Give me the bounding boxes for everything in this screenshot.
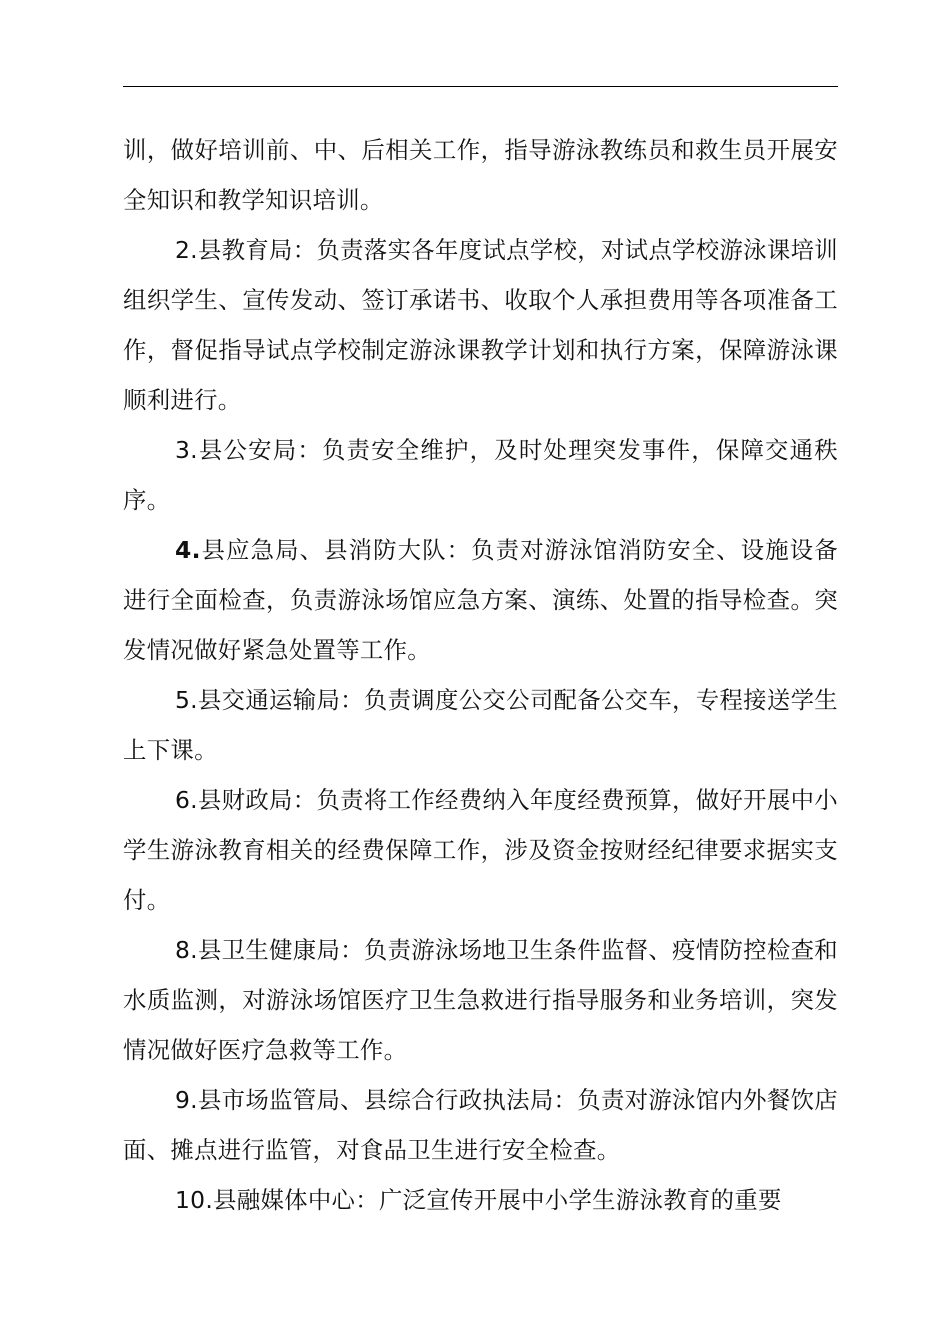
paragraph-text: 县财政局：负责将工作经费纳入年度经费预算，做好开展中小学生游泳教育相关的经费保障工作，涉及资金按财经纪律要求据实支付。: [123, 786, 838, 914]
paragraph-number: 3.: [175, 436, 198, 464]
paragraph-public-security-bureau: [123, 425, 838, 525]
paragraph-number: 6.: [175, 786, 198, 814]
paragraph-transportation-bureau: [123, 675, 838, 775]
paragraph-text: 县融媒体中心：广泛宣传开展中小学生游泳教育的重要: [213, 1186, 782, 1214]
paragraph-emergency-fire: [123, 525, 838, 675]
paragraph-text: 县教育局：负责落实各年度试点学校，对试点学校游泳课培训组织学生、宣传发动、签订承诺书、收取个人承担费用等各项准备工作，督促指导试点学校制定游泳课教学计划和执行方案，保障游泳课顺利进行。: [123, 236, 838, 414]
paragraph-text: 训，做好培训前、中、后相关工作，指导游泳教练员和救生员开展安全知识和教学知识培训。: [123, 136, 838, 214]
paragraph-text: 县公安局：负责安全维护，及时处理突发事件，保障交通秩序。: [123, 436, 838, 514]
paragraph-number: 2.: [175, 236, 198, 264]
paragraph-number: 9.: [175, 1086, 198, 1114]
paragraph-education-bureau: [123, 225, 838, 425]
paragraph-media-center: [123, 1175, 838, 1225]
paragraph-continued-training: [123, 125, 838, 225]
header-rule: [123, 86, 838, 87]
paragraph-text: 县应急局、县消防大队：负责对游泳馆消防安全、设施设备进行全面检查，负责游泳场馆应急方案、演练、处置的指导检查。突发情况做好紧急处置等工作。: [123, 536, 838, 664]
paragraph-health-bureau: [123, 925, 838, 1075]
paragraph-number: 5.: [175, 686, 198, 714]
paragraph-text: 县市场监管局、县综合行政执法局：负责对游泳馆内外餐饮店面、摊点进行监管，对食品卫生进行安全检查。: [123, 1086, 838, 1164]
paragraph-market-enforcement: [123, 1075, 838, 1175]
paragraph-text: 县交通运输局：负责调度公交公司配备公交车，专程接送学生上下课。: [123, 686, 838, 764]
paragraph-number: 4.: [175, 536, 201, 564]
paragraph-number: 10.: [175, 1186, 214, 1214]
document-body: [123, 125, 838, 1225]
paragraph-finance-bureau: [123, 775, 838, 925]
paragraph-text: 县卫生健康局：负责游泳场地卫生条件监督、疫情防控检查和水质监测，对游泳场馆医疗卫生急救进行指导服务和业务培训，突发情况做好医疗急救等工作。: [123, 936, 838, 1064]
paragraph-number: 8.: [175, 936, 198, 964]
